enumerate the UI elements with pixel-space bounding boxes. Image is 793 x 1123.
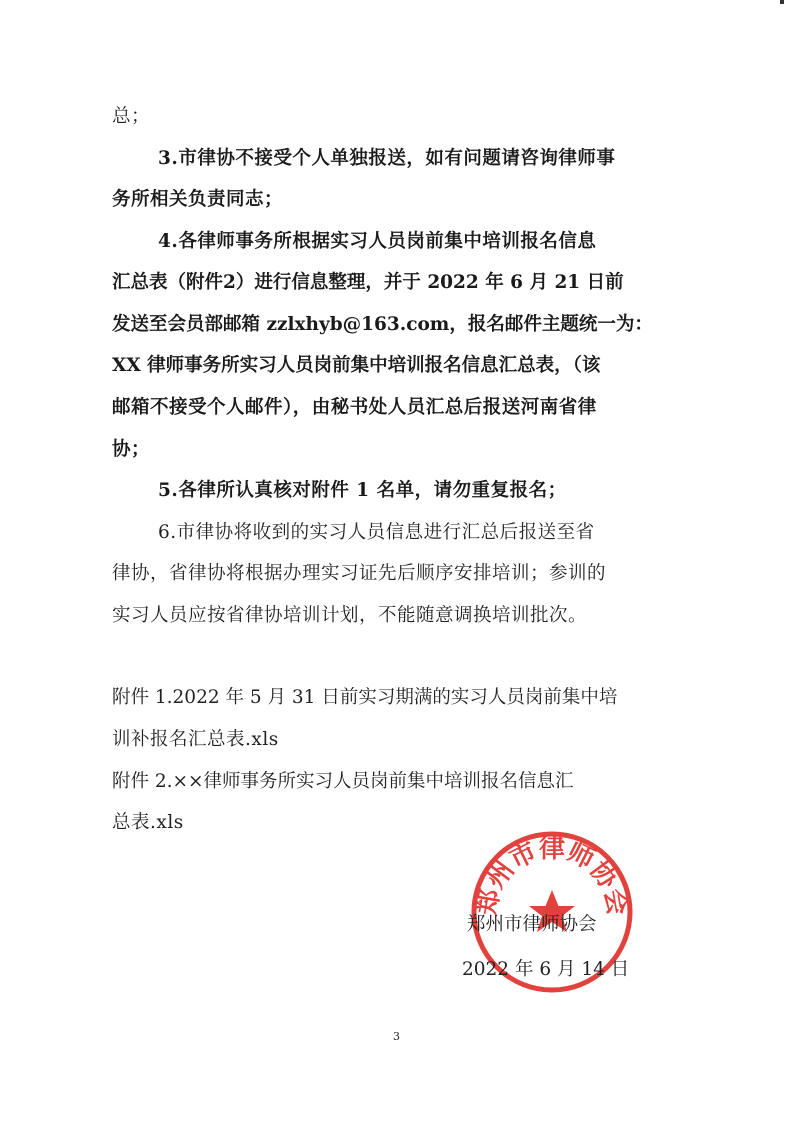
attachment-line: 附件 1.2022 年 5 月 31 日前实习期满的实习人员岗前集中培	[112, 687, 618, 708]
text-line: 4.各律师事务所根据实习人员岗前集中培训报名信息	[158, 231, 597, 252]
text-line: XX 律师事务所实习人员岗前集中培训报名信息汇总表，（该	[112, 355, 601, 376]
page-number: 3	[393, 1030, 400, 1043]
text-line: 6.市律协将收到的实习人员信息进行汇总后报送至省	[158, 522, 595, 543]
attachment-line: 训补报名汇总表.xls	[112, 729, 279, 750]
text-line: 汇总表（附件2）进行信息整理，并于 2022 年 6 月 21 日前	[112, 272, 624, 293]
text-line: 律协，省律协将根据办理实习证先后顺序安排培训；参训的	[112, 563, 607, 584]
signature-org: 郑州市律师协会	[467, 914, 597, 935]
text-line: 5.各律所认真核对附件 1 名单，请勿重复报名；	[158, 480, 567, 501]
text-line: 务所相关负责同志；	[112, 189, 284, 210]
attachment-line: 总表.xls	[112, 812, 184, 833]
attachment-line: 附件 2.××律师事务所实习人员岗前集中培训报名信息汇	[112, 771, 574, 792]
seal-text: 郑州市律师协会	[471, 834, 633, 918]
text-line: 3.市律协不接受个人单独报送，如有问题请咨询律师事	[158, 148, 616, 169]
text-line: 发送至会员部邮箱 zzlxhyb@163.com，报名邮件主题统一为：	[112, 314, 653, 335]
text-line: 协；	[112, 439, 151, 460]
text-line: 实习人员应按省律协培训计划，不能随意调换培训批次。	[112, 605, 588, 626]
signature-date: 2022 年 6 月 14 日	[462, 959, 630, 980]
text-line: 邮箱不接受个人邮件），由秘书处人员汇总后报送河南省律	[112, 397, 597, 418]
text-line: 总；	[112, 106, 151, 127]
scan-mark	[780, 0, 784, 4]
